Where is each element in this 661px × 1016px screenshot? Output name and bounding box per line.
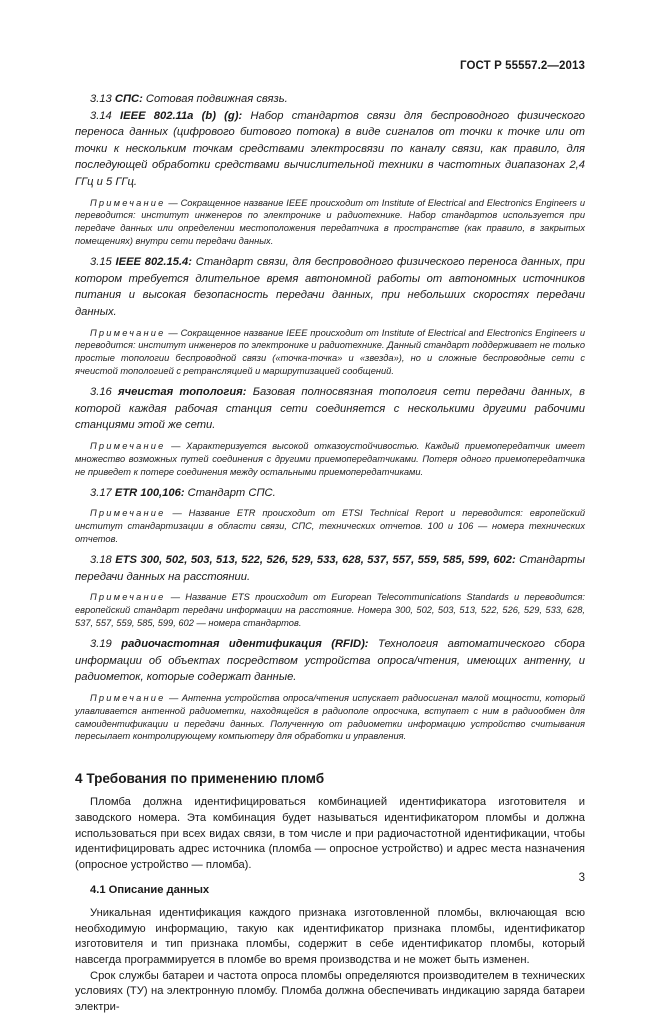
note-3-14: Примечание — Сокращенное название IEEE происходит от Institute of Electrical and Electronics Engineers и переводится: институт инженеров по электронике и радиотехнике. Набор стандартов используется при передаче данных или определении местоположения передатчика в пространстве (как правило, в закрытых помещениях) внутри сети передачи данных. xyxy=(75,197,585,247)
term-name: СПС: xyxy=(114,93,143,105)
term-3-15: 3.15 IEEE 802.15.4: Стандарт связи, для беспроводного физического переноса данных, при котором требуется длительное время автономной работы от автономных источников питания и высокая безопасность передачи данных, при небольших скоростях передачи данных. xyxy=(75,256,586,318)
term-3-14: 3.14 IEEE 802.11a (b) (g): Набор стандартов связи для беспроводного физического переноса данных (цифрового битового потока) в виде сигналов от точки к точке или от точки к нескольким точкам средствами электросвязи по каналу связи, как правило, для последующей обработки средствами вычислительной техники в частотных диапазонах 2,4 ГГц и 5 ГГц. xyxy=(75,109,585,188)
note-3-16: Примечание — Характеризуется высокой отказоустойчивостью. Каждый приемопередатчик имеет множество возможных путей соединения с другими приемопередатчиками. Потеря одного приемопередатчика не приведет к потере соединения между остальными приемопередатчиками. xyxy=(75,440,585,477)
term-3-16: 3.16 ячеистая топология: Базовая полносвязная топология сети передачи данных, в которой каждая рабочая станция сети соединяется с несколькими другими рабочими станциями этой же сети. xyxy=(75,386,585,432)
section-paragraph: Пломба должна идентифицироваться комбинацией идентификатора изготовителя и заводского номера. Эта комбинация будет называться идентификатором пломбы и должна использоваться при всех видах связи, в том числе и при радиочастотной идентификации, чтобы идентифицировать адрес источника (пломба — опросное устройство) и адрес места назначения (опросное устройство — пломба). xyxy=(75,796,585,872)
subsection-paragraph: Уникальная идентификация каждого признака изготовленной пломбы, включающая всю необходимую информацию, такую как идентификатор признака пломбы, идентификатор изготовителя и тип признака пломбы, содержит в себе идентификатор пломбы, который навсегда программируется в пломбе во время производства и не может быть изменен. xyxy=(75,906,585,966)
subsection-paragraph: Срок службы батареи и частота опроса пломбы определяются производителем в технических условиях (ТУ) на электронную пломбу. Пломба должна обеспечивать индикацию заряда батареи электри- xyxy=(75,969,585,1014)
term-name: радиочастотная идентификация (RFID): xyxy=(121,637,369,650)
term-3-13: 3.13 СПС: Сотовая подвижная связь. xyxy=(90,93,288,105)
subsection-heading: 4.1 Описание данных xyxy=(90,883,210,896)
note-3-17: Примечание — Название ETR происходит от ETSI Technical Report и переводится: европейский институт стандартизации в области связи, СПС, технических отчетов. 100 и 106 — номера технических отчетов. xyxy=(75,508,585,545)
document-header: ГОСТ Р 55557.2—2013 xyxy=(460,60,585,72)
term-name: ETR 100,106: xyxy=(114,486,185,499)
term-3-19: 3.19 радиочастотная идентификация (RFID): Технология автоматического сбора информации об объектах посредством устройства опроса/чтения, имеющих антенну, и радиометок, которые содержат данные. xyxy=(75,637,585,684)
term-3-17: 3.17 ETR 100,106: Стандарт СПС. xyxy=(90,486,276,499)
term-name: ячеистая топология: xyxy=(118,386,247,399)
term-3-18: 3.18 ETS 300, 502, 503, 513, 522, 526, 529, 533, 628, 537, 557, 559, 585, 599, 602: Стандарты передачи данных на расстоянии. xyxy=(75,554,585,583)
term-name: IEEE 802.15.4: xyxy=(115,256,193,269)
section-heading: 4 Требования по применению пломб xyxy=(75,771,325,787)
note-3-18: Примечание — Название ETS происходит от European Telecommunications Standards и переводится: европейский стандарт передачи информации на расстояние. Номера 300, 502, 503, 513, 522, 526, 529, 533, 628, 537, 557, 559, 585, 599, 602 — номера стандартов. xyxy=(75,592,585,628)
note-3-15: Примечание — Сокращенное название IEEE происходит от Institute of Electrical and Electronics Engineers и переводится: институт инженеров по электронике и радиотехнике. Данный стандарт поддерживает не только простые топологии беспроводной связи («точка-точка» и «звезда»), но и сложные беспроводные сети с ячеистой топологией с ретрансляцией и маршрутизацией сообщений. xyxy=(75,327,585,377)
term-name: ETS 300, 502, 503, 513, 522, 526, 529, 533, 628, 537, 557, 559, 585, 599, 602: xyxy=(115,554,516,566)
term-name: IEEE 802.11a (b) (g): xyxy=(120,109,243,122)
note-3-19: Примечание — Антенна устройства опроса/чтения испускает радиосигнал малой мощности, который улавливается антенной радиометки, находящейся в радиополе опросчика, вступает с ним в радиообмен для самоидентификации и передачи данных. Полученную от радиометки информацию устройство считывания пересылает контролирующему компьютеру для обработки и управления. xyxy=(75,692,585,742)
page-content xyxy=(75,91,585,1016)
page-number: 3 xyxy=(578,872,585,884)
